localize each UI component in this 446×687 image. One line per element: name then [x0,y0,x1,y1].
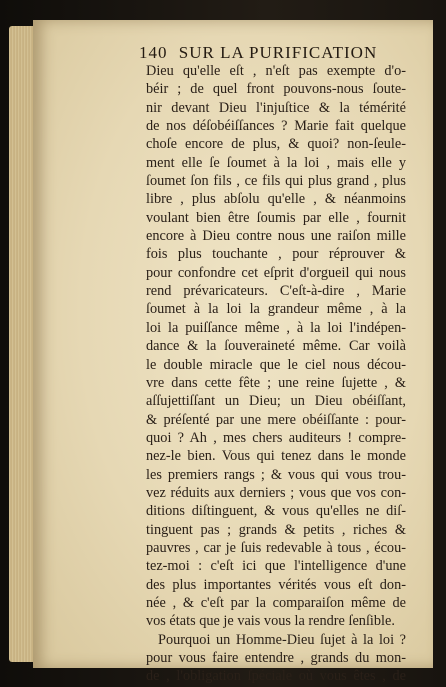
text-line: vos états que je vais vous la rendre ſenſible. [146,613,395,630]
text-line: de , l'obligation ſpéciale où vous êtes , de [146,668,406,685]
text-line: les premiers rangs ; & vous qui vous trou- [146,466,406,483]
text-line: quoi ? Ah , mes chers auditeurs ! compre- [146,429,406,446]
text-line: dance & la ſouveraineté même. Car voilà [146,338,406,355]
text-line: & préſenté par une mere obéiſſante : pour- [146,411,406,428]
text-line: vre dans cette fête ; une reine ſujette , & [146,374,406,391]
page-number: 140 [139,43,168,62]
text-line: pour confondre cet eſprit d'orgueil qui nous [146,264,406,281]
text-line: tinguent pas ; grands & petits , riches & [146,521,406,538]
text-line: des plus importantes vérités vous eſt don- [146,576,406,593]
text-line: pauvres , car je ſuis redevable à tous , écou- [146,539,406,556]
text-line: ment elle ſe ſoumet à la loi , mais elle y [146,154,406,171]
text-line: ſoumet à la loi la grandeur même , à la [146,301,406,318]
text-line: Pourquoi un Homme-Dieu ſujet à la loi ? [158,631,406,648]
running-header [139,42,429,64]
text-line: pour vous faire entendre , grands du mon- [146,650,406,666]
text-line: rend prévaricateurs. C'eſt-à-dire , Marie [146,283,406,300]
text-line: vez réduits aux derniers ; vous que vos con- [146,484,406,501]
text-line: voulant bien être ſoumis par elle , fournit [146,209,406,226]
text-line: de nos déſobéiſſances ? Marie fait quelque [146,118,406,135]
running-title: SUR LA PURIFICATION [178,43,378,62]
text-line: tez-moi : c'eſt ici que l'intelligence d'une [146,558,406,575]
text-line: le double miracle que le ciel nous décou- [146,356,406,373]
text-line: libre , plus abſolu qu'elle , & néanmoins [146,191,406,208]
text-line: béir ; de quel front pouvons-nous ſoute- [146,81,406,98]
text-line: aſſujettiſſant un Dieu; un Dieu obéiſſant, [146,393,406,410]
text-line: fois plus touchante , pour réprouver & [146,246,406,263]
text-line: Dieu qu'elle eſt , n'eſt pas exempte d'o- [146,63,406,79]
text-line: ſoumet ſon fils , ce fils qui plus grand , plus [146,173,406,190]
body-text [146,62,406,686]
text-line: née , & c'eſt par la comparaiſon même de [146,594,406,611]
text-line: ditions diſtinguent, & vous qu'elles ne diſ- [146,503,406,520]
text-line: loi la puiſſance même , à la loi l'indépen- [146,319,406,336]
text-line: choſe encore de plus, & quoi? non-ſeule- [146,136,406,153]
text-line: nez-le bien. Vous qui tenez dans le monde [146,448,406,465]
text-line: nir devant Dieu l'injuſtice & la témérité [146,99,406,116]
text-line: encore à Dieu contre nous une raiſon mille [146,228,406,245]
